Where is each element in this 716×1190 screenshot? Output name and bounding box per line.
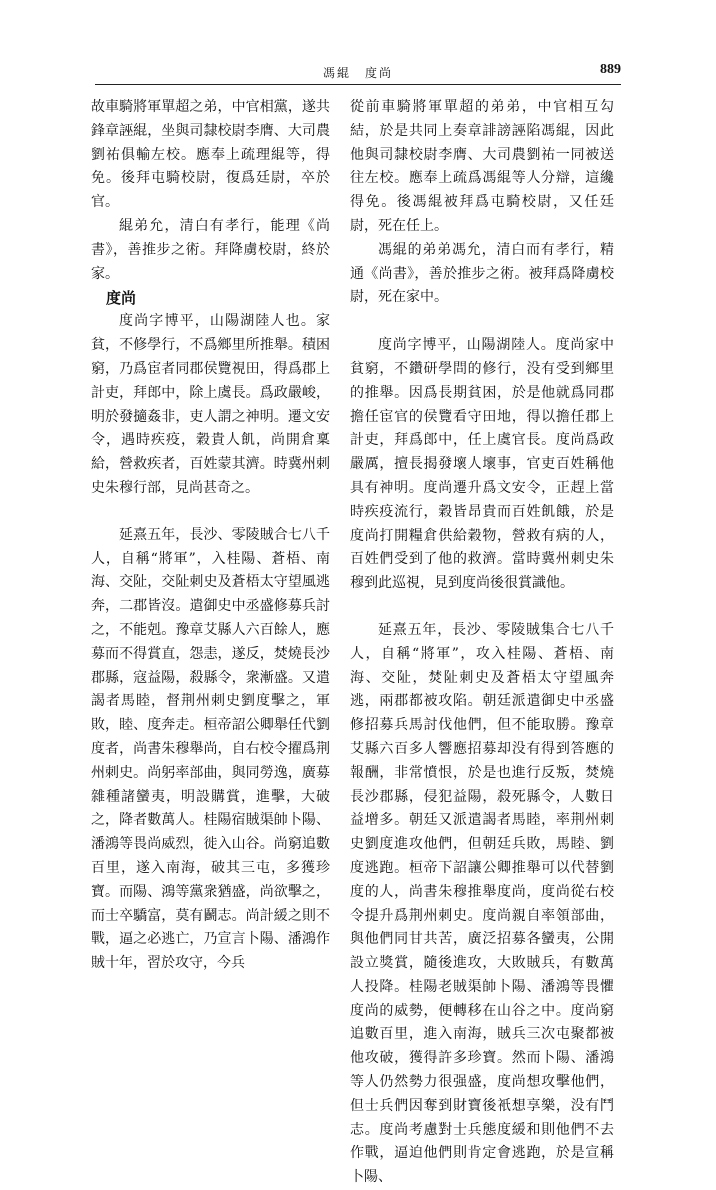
page-number: 889 (600, 62, 621, 77)
page-header (95, 62, 621, 85)
right-paragraph-2: 馮緄的弟弟馮允，清白而有孝行，精通《尚書》，善於推步之術。被拜爲降虜校尉，死在家中。 (350, 241, 614, 306)
right-paragraph-4: 延熹五年，長沙、零陵賊集合七八千人，自稱“將軍”，攻入桂陽、蒼梧、南海、交阯，焚阯刺史及蒼梧太守望風奔逃，兩郡都被攻陷。朝廷派遣御史中丞盛修招募兵馬討伐他們，但不能取勝。豫章艾縣六百多人響應招募却没有得到答應的報酬，非常憤恨，於是也進行反叛，焚燒長沙郡縣，侵犯益陽，殺死縣令，人數日益增多。朝廷又派遣謁者馬睦，率荆州刺史劉度進攻他們，但朝廷兵敗，馬睦、劉度逃跑。桓帝下詔讓公卿推舉可以代替劉度的人，尚書朱穆推舉度尚，度尚從右校令提升爲荆州刺史。度尚親自率領部曲，與他們同甘共苦，廣泛招募各蠻夷，公開設立獎賞，隨後進攻，大敗賊兵，有數萬人投降。桂陽老賊渠帥卜陽、潘鴻等畏懼度尚的威勢，便轉移在山谷之中。度尚窮追數百里，進入南海，賊兵三次屯聚都被他攻破，獲得許多珍寶。然而卜陽、潘鴻等人仍然勢力很强盛，度尚想攻擊他們，但士兵們因奪到財寶後衹想享樂，没有鬥志。度尚考慮對士兵態度緩和則他們不去作戰，逼迫他們則肯定會逃跑，於是宣稱卜陽、 (350, 621, 614, 1186)
left-column-classical-text (91, 96, 330, 976)
paragraph-gap (91, 501, 330, 524)
left-paragraph-3: 度尚字博平，山陽湖陸人也。家貧，不修學行，不爲鄉里所推舉。積困窮，乃爲宦者同郡侯覽視田，得爲郡上計吏，拜郎中，除上虞長。爲政嚴峻，明於發擿姦非，吏人謂之神明。遷文安令，遇時疾疫，穀貴人飢，尚開倉稟給，營救疾者，百姓蒙其濟。時冀州刺史朱穆行部，見尚甚奇之。 (91, 313, 330, 496)
right-paragraph-1: 從前車騎將軍單超的弟弟，中官相互勾結，於是共同上奏章誹謗誣陷馮緄，因此他與司隸校尉李膺、大司農劉祐一同被送往左校。應奉上疏爲馮緄等人分辯，這纔得免。後馮緄被拜爲屯騎校尉，又任廷尉，死在任上。 (350, 99, 614, 234)
section-title: 度尚 (106, 289, 137, 308)
right-paragraph-3: 度尚字博平，山陽湖陸人。度尚家中貧窮，不鑽研學問的修行，没有受到鄉里的推舉。因爲長期貧困，於是他就爲同郡擔任宦官的侯覽看守田地，得以擔任郡上計吏，拜爲郎中，任上虞官長。度尚爲政嚴厲，擅長揭發壞人壞事，官吏百姓稱他具有神明。度尚遷升爲文安令，正趕上當時疾疫流行，穀皆昂貴而百姓飢餓，於是度尚打開糧倉供給穀物，營救有病的人，百姓們受到了他的救濟。當時冀州刺史朱穆到此巡視，見到度尚後很賞識他。 (350, 337, 614, 592)
left-paragraph-4: 延熹五年，長沙、零陵賊合七八千人，自稱“將軍”，入桂陽、蒼梧、南海、交阯，交阯刺史及蒼梧太守望風逃奔，二郡皆沒。遣御史中丞盛修募兵討之，不能剋。豫章艾縣人六百餘人，應募而不得賞直，怨恚，遂反，焚燒長沙郡縣，寇益陽，殺縣令，衆漸盛。又遣謁者馬睦，督荆州刺史劉度擊之，軍敗，睦、度奔走。桓帝詔公卿舉任代劉度者，尚書朱穆舉尚，自右校令擢爲荆州刺史。尚躬率部曲，與同勞逸，廣募雜種諸蠻夷，明設購賞，進擊，大破之，降者數萬人。桂陽宿賊渠帥卜陽、潘鴻等畏尚威烈，徙入山谷。尚窮追數百里，遂入南海，破其三屯，多獲珍寶。而陽、鴻等黨衆猶盛，尚欲擊之，而士卒驕富，莫有鬬志。尚計緩之則不戰，逼之必逃亡，乃宣言卜陽、潘鴻作賊十年，習於攻守，今兵 (91, 526, 330, 972)
paragraph-gap (350, 310, 614, 334)
left-paragraph-2: 緄弟允，清白有孝行，能理《尚書》，善推步之術。拜降虜校尉，終於家。 (91, 217, 330, 282)
left-paragraph-1: 故車騎將軍單超之弟，中官相黨，遂共鋒章誣緄，坐與司隸校尉李膺、大司農劉祐俱輸左校。應奉上疏理緄等，得免。後拜屯騎校尉，復爲廷尉，卒於官。 (91, 99, 330, 211)
running-title: 馮緄 度尚 (322, 66, 393, 80)
paragraph-gap (350, 596, 614, 619)
right-column-translation (350, 96, 614, 1190)
